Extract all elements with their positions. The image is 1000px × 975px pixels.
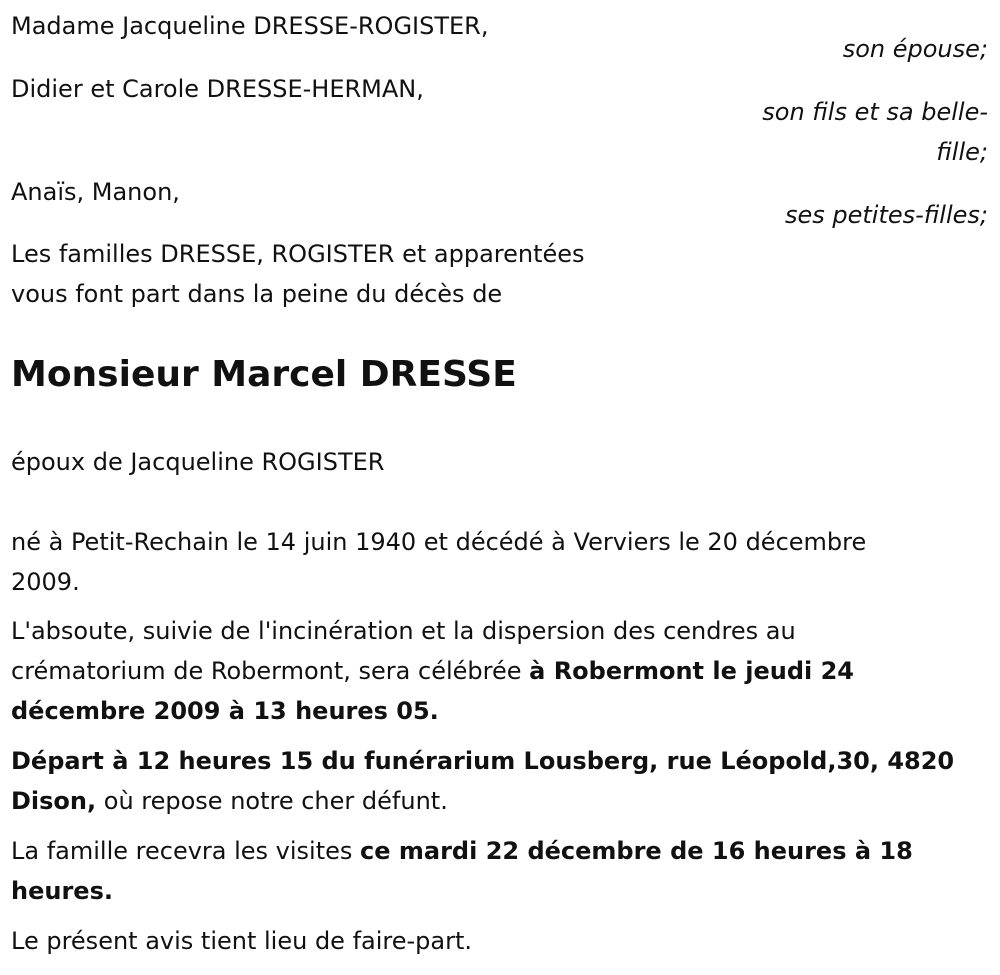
- ceremony-line-1: L'absoute, suivie de l'incinération et la dispersion des cendres au: [11, 617, 796, 645]
- ceremony-line-3: [11, 691, 439, 731]
- deceased-name: Monsieur Marcel DRESSE: [11, 354, 517, 395]
- ceremony-line-2-text: crématorium de Robermont, sera célébrée: [11, 657, 530, 685]
- visits-schedule: ce mardi 22 décembre de 16 heures à 18: [360, 837, 913, 865]
- visits-line-2: [11, 871, 113, 911]
- families-line-1: Les familles DRESSE, ROGISTER et apparentées: [11, 240, 585, 268]
- departure-town: Dison,: [11, 787, 97, 815]
- families-line-2: vous font part dans la peine du décès de: [11, 280, 503, 308]
- announcer-wife-name: Madame Jacqueline DRESSE-ROGISTER,: [11, 12, 489, 40]
- ceremony-line-2: [11, 651, 854, 691]
- departure-details: Départ à 12 heures 15 du funérarium Lousberg, rue Léopold,30, 4820: [11, 747, 955, 775]
- announcer-granddaughters-role: ses petites-filles;: [784, 201, 988, 229]
- birth-death-line-1: né à Petit-Rechain le 14 juin 1940 et décédé à Verviers le 20 décembre: [11, 528, 867, 556]
- deceased-spouse: époux de Jacqueline ROGISTER: [11, 448, 385, 476]
- ceremony-location-date: à Robermont le jeudi 24: [529, 657, 854, 685]
- announcer-wife-role: son épouse;: [842, 35, 988, 63]
- announcer-son-name: Didier et Carole DRESSE-HERMAN,: [11, 75, 424, 103]
- departure-rest-text: où repose notre cher défunt.: [96, 787, 448, 815]
- departure-line-1: [11, 741, 954, 781]
- closing-note: Le présent avis tient lieu de faire-part.: [11, 927, 473, 955]
- announcer-son-role-line1: son fils et sa belle-: [762, 98, 988, 126]
- announcer-granddaughters-name: Anaïs, Manon,: [11, 178, 180, 206]
- visits-intro: La famille recevra les visites: [11, 837, 361, 865]
- ceremony-date-time: décembre 2009 à 13 heures 05.: [11, 697, 439, 725]
- visits-schedule-end: heures.: [11, 877, 113, 905]
- birth-death-line-2: 2009.: [11, 568, 80, 596]
- announcer-son-role-line2: fille;: [936, 138, 988, 166]
- visits-line-1: [11, 831, 913, 871]
- departure-line-2: [11, 781, 448, 821]
